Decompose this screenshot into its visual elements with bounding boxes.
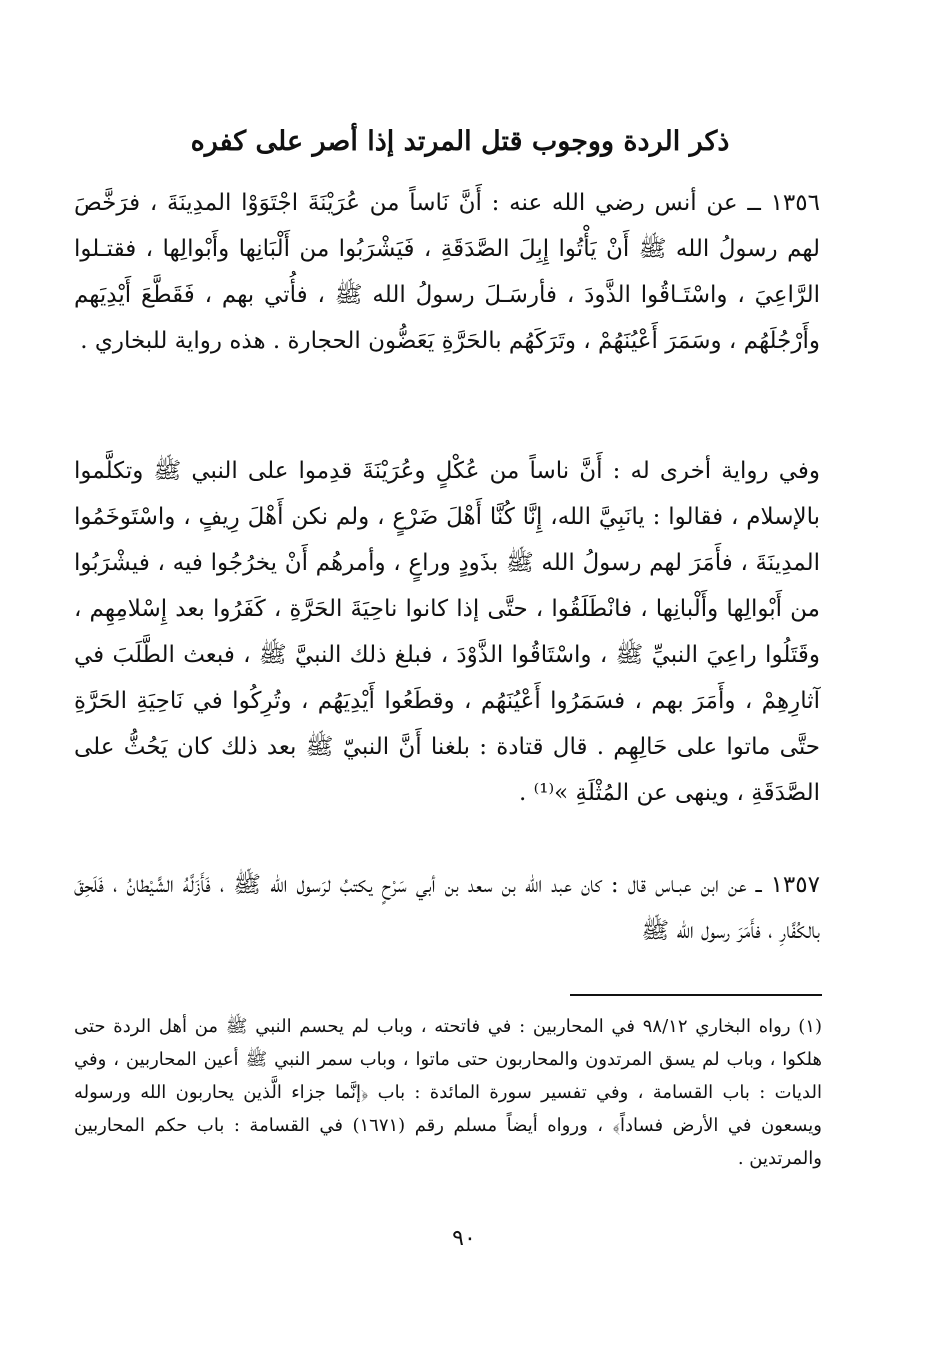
page-number: ٩٠	[452, 1226, 476, 1251]
footnote: (١) رواه البخاري ٩٨/١٢ في المحاربين : في فاتحته ، وباب لم يحسم النبي ﷺ من أهل الردة حتى هلكوا ، وباب لم يسق المرتدون والمحاربون حتى ماتوا ، وباب سمر النبي ﷺ أعين المحاربين ، وفي الديات : باب القسامة ، وفي تفسير سورة المائدة : باب ﴿إنَّما جزاء الَّذين يحاربون الله ورسوله ويسعون في الأرض فساداً﴾ ، ورواه أيضاً مسلم رقم (١٦٧١) في القسامة : باب حكم المحاربين والمرتدين .	[74, 1016, 822, 1169]
chapter-heading: ذكر الردة ووجوب قتل المرتد إذا أصر على كفره	[190, 126, 730, 157]
hadith-1356-paragraph: ١٣٥٦ ــ عن أنس رضي الله عنه : أَنَّ نَاساً من عُرَيْنَةَ اجْتَوَوْا المدِينَةَ ، فرَخَّصَ لهم رسولُ الله ﷺ أَنْ يَأْتُوا إِبِلَ الصَّدَقَةِ ، فَيَشْرَبُوا من أَلْبَانِها وأَبْوالِها ، فقتـلوا الرَّاعِيَ ، واسْتَـاقُوا الذَّودَ ، فأرسَـلَ رسولُ الله ﷺ ، فأُتي بهم ، فَقَطَّعَ أَيْدِيَهم وأَرْجُلَهُم ، وسَمَرَ أَعْيُنَهُمْ ، وتَرَكَهُم بالحَرَّةِ يَعَضُّون الحجارة . هذه رواية للبخاري .	[74, 190, 820, 354]
footnote-separator	[570, 994, 822, 996]
hadith-1356-other-narration-paragraph: وفي رواية أخرى له : أَنَّ ناساً من عُكْلٍ وعُرَيْنَةَ قدِموا على النبي ﷺ وتكلَّموا بالإسلام ، فقالوا : يانَبِيَّ الله، إِنَّا كُنَّا أَهْلَ ضَرْعٍ ، ولم نكن أَهْلَ رِيفٍ ، واسْتَوخَمُوا المدِينَةَ ، فأَمَرَ لهم رسولُ الله ﷺ بذَودٍ وراعٍ ، وأمرهُم أَنْ يخرُجُوا فيه ، فيشْرَبُوا من أَبْوالِها وأَلْبانِها ، فانْطَلَقُوا ، حتَّى إذا كانوا ناحِيَةَ الحَرَّةِ ، كَفَرُوا بعد إِسْلامِهِم ، وقَتَلُوا راعِيَ النبيِّ ﷺ ، واسْتَاقُوا الذَّوْدَ ، فبلغ ذلك النبيَّ ﷺ ، فبعث الطَّلَبَ في آثارِهِمْ ، وأَمَرَ بهم ، فسَمَرُوا أَعْيُنَهُم ، وقطَعُوا أَيْدِيَهُم ، وتُرِكُوا في نَاحِيَةِ الحَرَّةِ حتَّى ماتوا على حَالِهِم . قال قتادة : بلغنا أَنَّ النبيّ ﷺ بعد ذلك كان يَحُثُّ على الصَّدَقَةِ ، وينهى عن المُثْلَةِ »⁽¹⁾ .	[74, 458, 820, 806]
hadith-1357-paragraph: ١٣٥٧ ــ عن ابن عبـاس قال : كان عبد الله بن سعد بن أبي سَرْحٍ يكتبُ لرَسول الله ﷺ ، فَأَزَلَّهُ الشَّيْطانُ ، فَلَحِقَ بالكُفَّارِ ، فأَمَرَ رسول الله ﷺ	[74, 872, 820, 944]
